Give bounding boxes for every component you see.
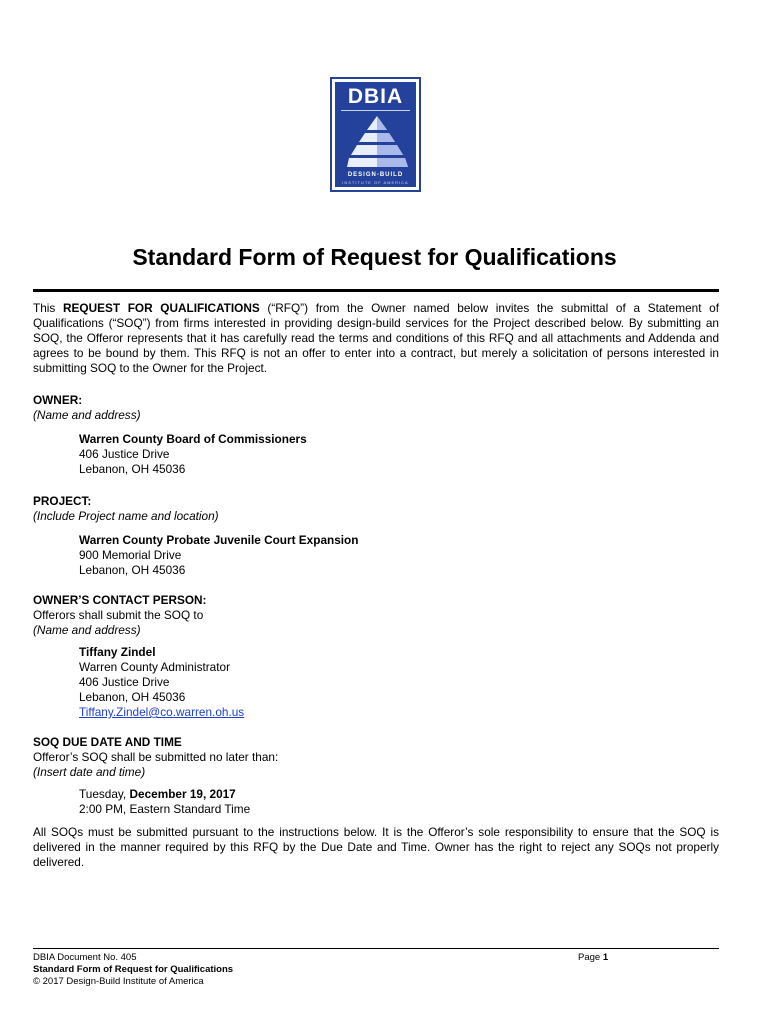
contact-heading: OWNER’S CONTACT PERSON:	[33, 593, 207, 607]
owner-name: Warren County Board of Commissioners	[79, 432, 307, 446]
contact-hint: (Name and address)	[33, 623, 141, 637]
footer-doc-number: DBIA Document No. 405	[33, 952, 137, 963]
owner-hint: (Name and address)	[33, 408, 141, 422]
logo-title: DBIA	[347, 85, 404, 108]
footer-divider	[33, 948, 719, 949]
contact-email-link[interactable]: Tiffany.Zindel@co.warren.oh.us	[79, 705, 245, 719]
due-time: 2:00 PM, Eastern Standard Time	[79, 802, 251, 816]
project-heading: PROJECT:	[33, 494, 92, 508]
owner-heading: OWNER:	[33, 393, 83, 407]
logo-divider	[341, 110, 410, 111]
contact-block	[79, 645, 719, 720]
project-block	[79, 533, 719, 578]
contact-line: Offerors shall submit the SOQ to	[33, 608, 204, 622]
project-address-line2: Lebanon, OH 45036	[79, 563, 186, 577]
contact-address-line2: Lebanon, OH 45036	[79, 690, 186, 704]
owner-address-line1: 406 Justice Drive	[79, 447, 170, 461]
due-date-line	[79, 787, 719, 802]
contact-address-line1: 406 Justice Drive	[79, 675, 170, 689]
title-divider	[33, 289, 719, 292]
owner-address-line2: Lebanon, OH 45036	[79, 462, 186, 476]
intro-lead: This	[33, 301, 56, 315]
intro-bold: REQUEST FOR QUALIFICATIONS	[63, 301, 260, 315]
page-number	[578, 952, 608, 963]
page-title: Standard Form of Request for Qualifications	[132, 244, 617, 270]
footer-copyright: © 2017 Design-Build Institute of America	[33, 976, 204, 987]
page-label: Page	[578, 952, 601, 963]
project-address-line1: 900 Memorial Drive	[79, 548, 182, 562]
project-hint: (Include Project name and location)	[33, 509, 219, 523]
owner-block	[79, 432, 719, 477]
intro-paragraph	[33, 301, 719, 376]
page-value: 1	[602, 952, 609, 963]
logo-background	[335, 82, 416, 187]
logo-subtitle-small: INSTITUTE OF AMERICA	[342, 180, 409, 185]
contact-name: Tiffany Zindel	[79, 645, 156, 659]
pyramid-icon	[347, 112, 408, 172]
project-name: Warren County Probate Juvenile Court Expansion	[79, 533, 359, 547]
contact-title: Warren County Administrator	[79, 660, 231, 674]
due-day: Tuesday,	[79, 787, 127, 801]
footer	[33, 952, 233, 988]
footer-doc-title: Standard Form of Request for Qualifications	[33, 964, 234, 975]
logo-subtitle: DESIGN-BUILD	[347, 172, 404, 178]
intro-text: (“RFQ”) from the Owner named below invites the submittal of a Statement of Qualifications (“SOQ”) from firms interested in providing design-build services for the Project described below. By submitting an SOQ, the Offeror represents that it has carefully read the terms and conditions of this RFQ and all attachments and Addenda and agrees to be bound by them. This RFQ is not an offer to enter into a contract, but merely a solicitation of persons interested in submitting SOQ to the Owner for the Project.	[33, 301, 720, 375]
due-date: December 19, 2017	[129, 787, 236, 801]
dbia-logo	[330, 77, 421, 192]
due-hint: (Insert date and time)	[33, 765, 146, 779]
due-block	[79, 787, 719, 817]
closing-paragraph: All SOQs must be submitted pursuant to the instructions below. It is the Offeror’s sole responsibility to ensure that the SOQ is delivered in the manner required by this RFQ by the Due Date and Time. Owner has the right to reject any SOQs not properly delivered.	[33, 825, 719, 869]
due-line: Offeror’s SOQ shall be submitted no later than:	[33, 750, 279, 764]
due-heading: SOQ DUE DATE AND TIME	[33, 735, 182, 749]
